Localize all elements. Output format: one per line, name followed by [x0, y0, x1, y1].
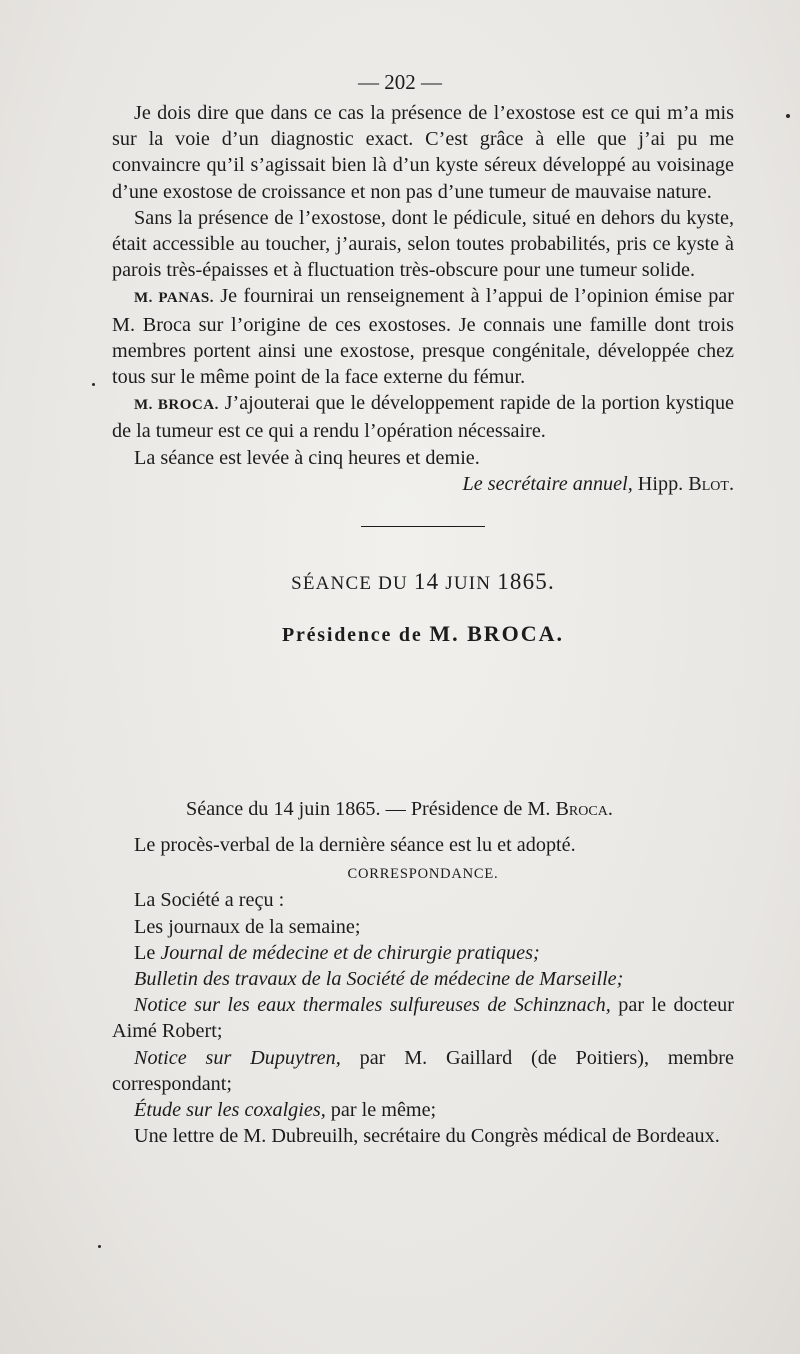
ink-speck	[786, 114, 790, 118]
etude-title: Étude sur les coxalgies,	[134, 1099, 326, 1122]
paragraph-panas	[112, 283, 734, 390]
paragraph-kyste: Sans la présence de l’exostose, dont le pédicule, situé en dehors du kyste, était accessible au toucher, j’aurais, selon toutes probabilités, pris ce kyste à parois très-épaisses et à fluctuation très-obscure pour une tumeur solide.	[112, 206, 734, 282]
etude-coxalgies	[112, 1097, 734, 1123]
seance-day: 14	[413, 568, 440, 594]
ink-speck	[92, 383, 95, 386]
presidence-prefix: Présidence de	[281, 623, 430, 646]
societe-recu: La Société a reçu :	[134, 889, 285, 912]
upper-text-block	[112, 100, 734, 647]
signature-title: Le secrétaire annuel,	[462, 472, 633, 495]
seance-line-text: Séance du 14 juin 1865. — Présidence de M.	[186, 798, 556, 820]
page-number: — 202 —	[358, 70, 442, 94]
paragraph-broca	[112, 390, 734, 444]
presidence-name: M. BROCA.	[429, 620, 565, 646]
journal-title: Journal de médecine et de chirurgie pratiques;	[160, 941, 540, 964]
paragraph-closing: La séance est levée à cinq heures et demie.	[134, 446, 480, 469]
notice-schinznach	[112, 992, 734, 1044]
etude-author: par le même;	[325, 1099, 437, 1122]
paragraph-exostose-diagnostic: Je dois dire que dans ce cas la présence de l’exostose est ce qui m’a mis sur la voie d’un diagnostic exact. C’est grâce à elle que j’ai pu me convaincre qu’il s’agissait bien là d’un kyste séreux développé au voisinage d’une exostose de croissance et non pas d’une tumeur de mauvaise nature.	[112, 102, 734, 203]
seance-line-name: Broca.	[555, 798, 613, 820]
notice-schinznach-author: par le docteur Aimé Robert;	[112, 994, 735, 1043]
broca-text: J’ajouterai que le développement rapide de la portion kystique de la tumeur est ce qui a rendu l’opération nécessaire.	[112, 392, 734, 443]
lower-text-block	[112, 796, 734, 1149]
notice-dupuytren-title: Notice sur Dupuytren,	[134, 1046, 341, 1069]
bulletin-title: Bulletin des travaux de la Société de médecine de Marseille;	[134, 968, 624, 991]
seance-month: JUIN	[439, 572, 498, 594]
ink-speck	[98, 1245, 101, 1248]
panas-text: Je fournirai un renseignement à l’appui de l’opinion émise par M. Broca sur l’origine de ces exostoses. Je connais une famille dont trois membres portent ainsi une exostose, presque congénitale, développée chez tous sur le même point de la face externe du fémur.	[112, 285, 734, 389]
lettre-dubreuilh: Une lettre de M. Dubreuilh, secrétaire du Congrès médical de Bordeaux.	[134, 1125, 720, 1148]
seance-prefix: SÉANCE DU	[291, 572, 414, 594]
notice-dupuytren-author: par M. Gaillard (de Poitiers), membre correspondant;	[112, 1046, 734, 1095]
presidence-heading	[112, 621, 734, 647]
section-divider	[361, 526, 485, 527]
speaker-panas: M. PANAS.	[134, 290, 215, 307]
speaker-broca: M. BROCA.	[134, 397, 219, 414]
correspondance-heading: CORRESPONDANCE.	[347, 866, 499, 883]
journaux-semaine: Les journaux de la semaine;	[134, 915, 361, 938]
seance-year: 1865.	[497, 568, 555, 594]
notice-schinznach-title: Notice sur les eaux thermales sulfureuses de Schinznach,	[134, 994, 611, 1017]
notice-dupuytren	[112, 1045, 734, 1097]
journal-medecine	[112, 940, 734, 966]
signature-name: Hipp.	[632, 472, 689, 495]
seance-heading	[112, 569, 734, 595]
journal-prefix: Le	[134, 941, 161, 964]
proces-verbal: Le procès-verbal de la dernière séance est lu et adopté.	[134, 834, 576, 857]
secretary-signature	[112, 473, 734, 496]
bulletin-marseille	[112, 966, 734, 992]
seance-line	[112, 796, 734, 822]
signature-surname: Blot.	[688, 472, 734, 495]
